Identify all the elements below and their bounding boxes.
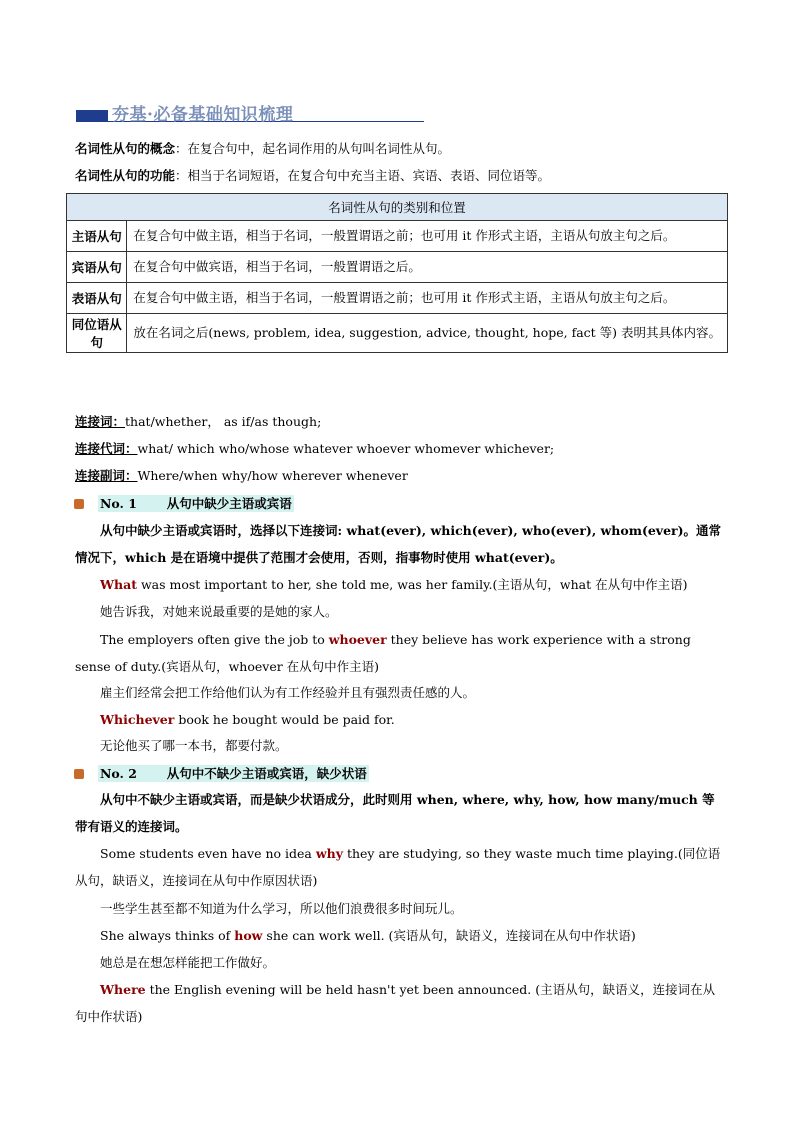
no2-example-2: She always thinks of how she can work well. (宾语从句，缺语义，连接词在从句中作状语) (100, 928, 636, 943)
row-label: 主语从句 (67, 221, 127, 252)
row-label: 同位语从句 (67, 314, 127, 353)
table-row (67, 283, 728, 314)
section-title: 夯基·必备基础知识梳理 (112, 105, 294, 125)
pronoun-label: 连接代词： (75, 441, 138, 456)
keyword: Whichever (100, 712, 175, 727)
no1-heading (74, 494, 294, 512)
section-bar-decoration (76, 110, 108, 122)
no2-heading (74, 764, 369, 782)
row-label: 宾语从句 (67, 252, 127, 283)
no1-number: No. 1 (100, 496, 137, 511)
row-label: 表语从句 (67, 283, 127, 314)
pronoun-line (75, 440, 554, 458)
no2-example-3: Where the English evening will be held hasn't yet been announced. (主语从句，缺语义，连接词在从句中作状语) (75, 982, 716, 1024)
keyword: why (315, 846, 343, 861)
adverb-label: 连接副词： (75, 468, 138, 483)
table-row (67, 221, 728, 252)
row-text: 在复合句中做主语，相当于名词，一般置谓语之前；也可用 it 作形式主语，主语从句放主句之后。 (127, 283, 728, 314)
no2-example-1-cn: 一些学生甚至都不知道为什么学习，所以他们浪费很多时间玩儿。 (100, 901, 463, 916)
no2-title: 从句中不缺少主语或宾语，缺少状语 (166, 766, 367, 781)
no2-number: No. 2 (100, 766, 137, 781)
no1-example-2-cn: 雇主们经常会把工作给他们认为有工作经验并且有强烈责任感的人。 (100, 685, 476, 700)
keyword: how (234, 928, 263, 943)
no1-example-3: Whichever book he bought would be paid for. (100, 712, 395, 727)
row-text: 在复合句中做宾语，相当于名词，一般置谓语之后。 (127, 252, 728, 283)
function-text: ：相当于名词短语，在复合句中充当主语、宾语、表语、同位语等。 (175, 168, 551, 183)
no1-title: 从句中缺少主语或宾语 (166, 496, 292, 511)
table-header: 名词性从句的类别和位置 (67, 194, 728, 221)
function-line (75, 167, 550, 185)
keyword: What (100, 577, 137, 592)
pronoun-text: what/ which who/whose whatever whoever whomever whichever; (137, 441, 555, 456)
row-text: 在复合句中做主语，相当于名词，一般置谓语之前；也可用 it 作形式主语，主语从句放主句之后。 (127, 221, 728, 252)
book-icon (74, 769, 84, 779)
function-label: 名词性从句的功能 (75, 168, 176, 183)
adverb-text: Where/when why/how wherever whenever (137, 468, 408, 483)
concept-text: ：在复合句中，起名词作用的从句叫名词性从句。 (175, 141, 451, 156)
conjunction-line (75, 413, 321, 431)
book-icon (74, 499, 84, 509)
table-header-row (67, 194, 728, 221)
row-text: 放在名词之后(news, problem, idea, suggestion, advice, thought, hope, fact 等) 表明其具体内容。 (127, 314, 728, 353)
table-row (67, 252, 728, 283)
no1-rule: 从句中缺少主语或宾语时，选择以下连接词: what(ever), which(ever), who(ever), whom(ever)。通常情况下，which 是在语境中提供了范围才会使用，否则，指事物时使用 what(ever)。 (75, 523, 722, 565)
no2-example-2-cn: 她总是在想怎样能把工作做好。 (100, 955, 276, 970)
clause-type-table (66, 193, 728, 353)
no1-example-1: What was most important to her, she told me, was her family.(主语从句，what 在从句中作主语) (100, 577, 688, 592)
conjunction-text: that/whether， as if/as though; (125, 414, 322, 429)
section-header (76, 100, 424, 126)
adverb-line (75, 467, 408, 485)
no2-rule: 从句中不缺少主语或宾语，而是缺少状语成分，此时则用 when, where, why, how, how many/much 等带有语义的连接词。 (75, 792, 715, 834)
no1-example-1-cn: 她告诉我，对她来说最重要的是她的家人。 (100, 604, 338, 619)
concept-label: 名词性从句的概念 (75, 141, 176, 156)
keyword: Where (100, 982, 146, 997)
no1-example-2: The employers often give the job to whoever they believe has work experience with a strong sense of duty.(宾语从句，whoever 在从句中作主语) (75, 632, 691, 674)
conjunction-label: 连接词： (75, 414, 126, 429)
no2-example-1: Some students even have no idea why they are studying, so they waste much time playing.(同位语从句，缺语义，连接词在从句中作原因状语) (75, 846, 721, 888)
table-row (67, 314, 728, 353)
no1-example-3-cn: 无论他买了哪一本书，都要付款。 (100, 738, 288, 753)
concept-line (75, 140, 450, 158)
keyword: whoever (328, 632, 387, 647)
